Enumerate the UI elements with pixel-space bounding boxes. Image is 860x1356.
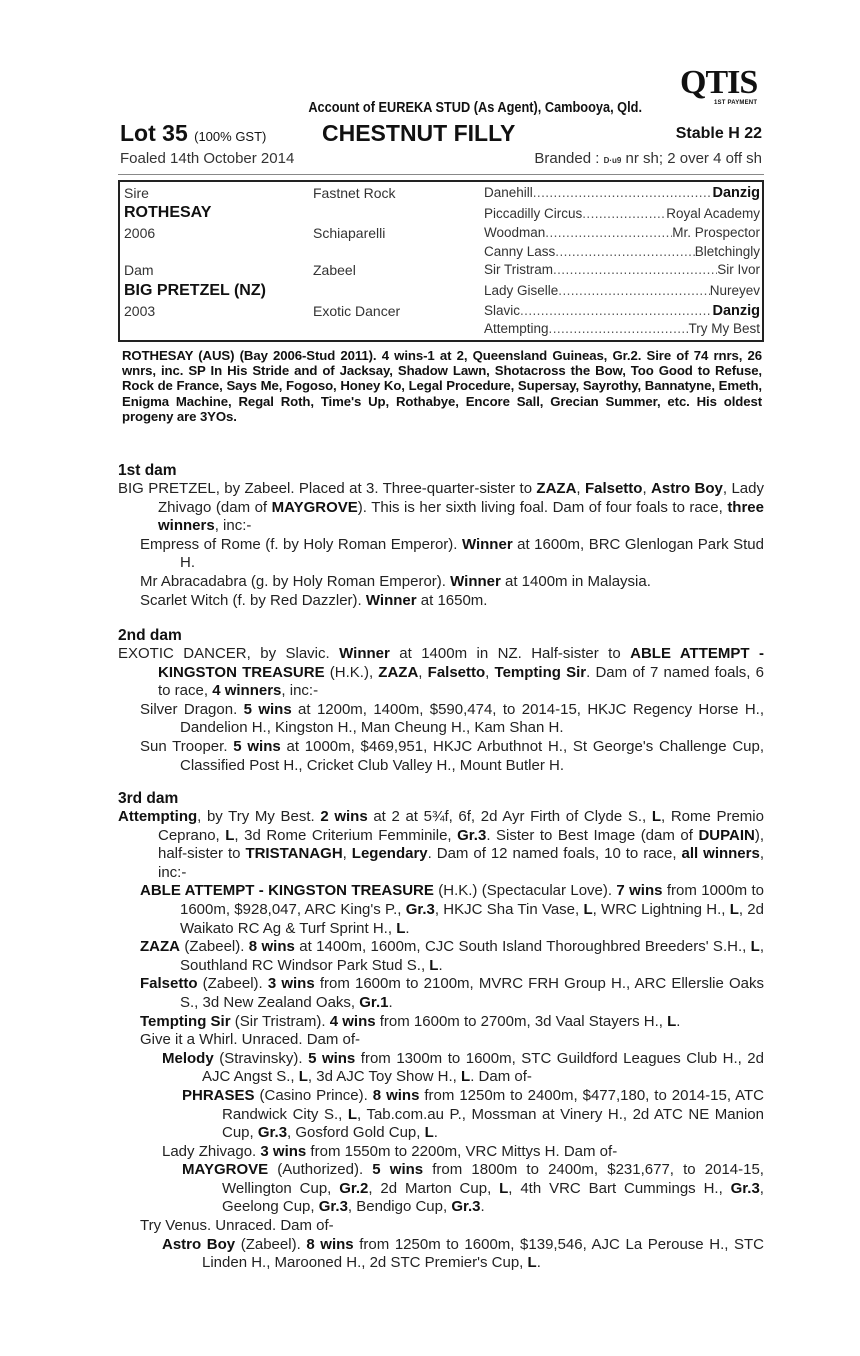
- g3-sire: Nureyev: [709, 283, 760, 298]
- bold-text: 3 wins: [267, 975, 315, 993]
- dam-label: Dam: [124, 262, 154, 278]
- leader-dots: [533, 185, 713, 201]
- progeny-entry: [118, 645, 764, 701]
- text: Sun Trooper.: [140, 737, 234, 755]
- bold-text: Gr.3: [451, 1198, 481, 1216]
- sire-name: ROTHESAY: [124, 204, 212, 221]
- g3-name: Lady Giselle: [484, 283, 559, 298]
- leader-dots: [558, 283, 709, 298]
- progeny-entry: [118, 701, 764, 738]
- qtis-logo-mark: QTIS: [680, 64, 758, 101]
- bold-text: L: [750, 938, 760, 956]
- stable-number: Stable H 22: [675, 125, 762, 142]
- text: at 2 at 5¾f, 6f, 2d Ayr Firth of Clyde S.,: [367, 808, 652, 825]
- bold-text: 3 wins: [260, 1142, 307, 1160]
- text: , inc:-: [281, 682, 319, 700]
- dam-name: BIG PRETZEL (NZ): [124, 282, 266, 299]
- leader-dots: [555, 244, 694, 259]
- text: , Gosford Gold Cup,: [287, 1124, 425, 1142]
- bold-text: Winner: [461, 535, 513, 553]
- header-divider: [118, 174, 764, 175]
- text: , 2d Marton Cup,: [368, 1179, 500, 1197]
- pedigree-g3-row: [484, 303, 760, 319]
- text: ). This is her sixth living foal. Dam of four foals to race,: [357, 498, 728, 516]
- text: .: [405, 919, 410, 937]
- g3-name: Attempting: [484, 321, 549, 336]
- text: from 1800m to 2400m, $231,677, to 2014-15, Wellington Cup,: [222, 1161, 764, 1197]
- bold-text: Tempting Sir: [140, 1012, 231, 1030]
- bold-text: Gr.3: [405, 900, 435, 918]
- bold-text: L: [347, 1105, 357, 1123]
- progeny-entry: [118, 1217, 764, 1236]
- bold-text: Gr.3: [730, 1179, 760, 1197]
- progeny-entry: [118, 975, 764, 1012]
- pedigree-g3-row: [484, 185, 760, 201]
- progeny-entry: [118, 1031, 764, 1050]
- text: .: [536, 1254, 541, 1272]
- text: , Tab.com.au P., Mossman at Vinery H., 2d ATC NE Manion Cup,: [222, 1105, 764, 1142]
- lot-number: [120, 120, 266, 147]
- text: , inc:-: [214, 517, 252, 535]
- text: , 4th VRC Bart Cummings H.,: [508, 1179, 731, 1197]
- text: , Bendigo Cup,: [347, 1198, 452, 1216]
- bold-text: 5 wins: [308, 1049, 356, 1067]
- first-dam-body: [118, 480, 764, 610]
- text: , Lady Zhivago (dam of: [158, 480, 764, 516]
- text: .: [388, 993, 393, 1011]
- text: Try Venus. Unraced. Dam of-: [140, 1217, 334, 1235]
- third-dam-body: [118, 808, 764, 1273]
- text: at 1400m, 1600m, CJC South Island Thoroughbred Breeders' S.H.,: [294, 938, 751, 956]
- text: Silver Dragon.: [140, 700, 244, 718]
- leader-dots: [549, 321, 689, 336]
- bold-text: 4 wins: [329, 1012, 376, 1030]
- progeny-entry: [118, 808, 764, 882]
- bold-text: Astro Boy: [162, 1235, 236, 1253]
- text: , 3d Rome Criterium Femminile,: [234, 826, 458, 844]
- bold-text: Falsetto: [140, 975, 198, 993]
- text: (H.K.),: [324, 663, 379, 681]
- progeny-entry: [118, 1236, 764, 1273]
- bold-text: L: [583, 900, 593, 918]
- sire-summary: ROTHESAY (AUS) (Bay 2006-Stud 2011). 4 wins-1 at 2, Queensland Guineas, Gr.2. Sire of 74 rnrs, 26 wnrs, inc. SP In His Stride and of Jacksay, Shadow Lawn, Shotacross the Bow, Too Good to Refuse, Rock de France, Says Me, Fogoso, Honey Ko, Legal Procedure, Supersay, Sayrothy, Bannatyne, Emeth, Enigma Machine, Regal Roth, Time's Up, Rothabye, Encore Sall, Grecian Summer, etc. His oldest progeny are 3YOs.: [122, 348, 762, 424]
- leader-dots: [520, 303, 712, 319]
- progeny-entry: [118, 1161, 764, 1217]
- bold-text: L: [527, 1254, 537, 1272]
- branded-label: Branded :: [534, 150, 600, 167]
- sire-label: Sire: [124, 185, 149, 201]
- text: ,: [485, 663, 495, 681]
- text: , Rome Premio Ceprano,: [158, 808, 764, 844]
- text: from 1250m to 2400m, $477,180, to 2014-15, ATC Randwick City S.,: [222, 1086, 764, 1123]
- text: (H.K.) (Spectacular Love).: [433, 882, 617, 900]
- bold-text: TRISTANAGH: [245, 845, 343, 863]
- g3-sire: Try My Best: [688, 321, 760, 336]
- foaled-date: Foaled 14th October 2014: [120, 150, 295, 167]
- pedigree-g2-dam-dam: Exotic Dancer: [313, 303, 401, 319]
- bold-text: MAYGROVE: [271, 498, 358, 516]
- bold-text: Falsetto: [584, 480, 643, 497]
- g3-sire: Danzig: [712, 303, 760, 319]
- dam-year: 2003: [124, 303, 156, 319]
- sex-colour: CHESTNUT FILLY: [322, 120, 516, 146]
- progeny-entry: [118, 536, 764, 573]
- progeny-entry: [118, 738, 764, 775]
- pedigree-g3-row: [484, 225, 760, 240]
- bold-text: 8 wins: [306, 1235, 354, 1253]
- text: from 1000m to 1600m, $928,047, ARC King's P.,: [180, 882, 764, 918]
- text: Scarlet Witch (f. by Red Dazzler).: [140, 591, 366, 609]
- text: .: [438, 956, 443, 974]
- g3-sire: Sir Ivor: [717, 262, 760, 277]
- first-dam-section: [118, 462, 764, 610]
- leader-dots: [582, 206, 666, 221]
- branded-info: [534, 150, 762, 167]
- bold-text: L: [424, 1124, 434, 1142]
- progeny-entry: [118, 1087, 764, 1143]
- bold-text: Melody: [162, 1049, 214, 1067]
- bold-text: ZAZA: [536, 480, 577, 497]
- bold-text: Winner: [339, 645, 390, 662]
- text: from 1550m to 2200m, VRC Mittys H. Dam of-: [306, 1142, 618, 1160]
- text: (Zabeel).: [197, 975, 268, 993]
- text: , HKJC Sha Tin Vase,: [434, 900, 584, 918]
- g3-name: Danehill: [484, 185, 533, 200]
- bold-text: 4 winners: [212, 682, 282, 700]
- text: . Dam of 12 named foals, 10 to race,: [427, 845, 682, 863]
- text: EXOTIC DANCER, by Slavic.: [118, 645, 340, 662]
- text: (Zabeel).: [180, 938, 249, 956]
- bold-text: Gr.1: [359, 993, 389, 1011]
- text: .: [480, 1198, 485, 1216]
- pedigree-g3-row: [484, 244, 760, 259]
- g3-name: Slavic: [484, 303, 521, 318]
- bold-text: PHRASES: [182, 1086, 255, 1104]
- text: , 2d Waikato RC Ag & Turf Sprint H.,: [180, 900, 764, 937]
- text: BIG PRETZEL, by Zabeel. Placed at 3. Three-quarter-sister to: [118, 480, 537, 497]
- pedigree-g2-dam-sire: Zabeel: [313, 262, 356, 278]
- bold-text: ABLE ATTEMPT - KINGSTON TREASURE: [158, 645, 764, 681]
- bold-text: ZAZA: [140, 938, 180, 956]
- bold-text: Legendary: [351, 845, 428, 863]
- pedigree-g3-row: [484, 206, 760, 221]
- pedigree-table: [118, 180, 764, 342]
- progeny-entry: [118, 1013, 764, 1032]
- bold-text: Winner: [450, 572, 501, 590]
- bold-text: L: [225, 826, 235, 844]
- text: . Sister to Best Image (dam of: [486, 826, 699, 844]
- text: ), half-sister to: [158, 826, 764, 863]
- second-dam-heading: 2nd dam: [118, 627, 182, 644]
- progeny-entry: [118, 480, 764, 536]
- bold-text: Falsetto: [427, 663, 486, 681]
- pedigree-g3-row: [484, 283, 760, 298]
- pedigree-g2-sire-sire: Fastnet Rock: [313, 185, 396, 201]
- qtis-logo-subtitle: 1ST PAYMENT: [714, 100, 758, 106]
- first-dam-heading: 1st dam: [118, 462, 177, 479]
- bold-text: 5 wins: [233, 737, 281, 755]
- bold-text: Astro Boy: [651, 480, 723, 497]
- bold-text: L: [461, 1068, 471, 1086]
- text: , Southland RC Windsor Park Stud S.,: [180, 938, 764, 974]
- bold-text: MAYGROVE: [182, 1161, 269, 1179]
- g3-name: Piccadilly Circus: [484, 206, 583, 221]
- text: at 1000m, $469,951, HKJC Arbuthnot H., St George's Challenge Cup, Classified Post H., Cricket Club Valley H., Mount Butler H.: [180, 737, 764, 774]
- progeny-entry: [118, 882, 764, 938]
- qtis-logo: [658, 66, 766, 110]
- bold-text: 7 wins: [616, 882, 663, 900]
- progeny-entry: [118, 938, 764, 975]
- text: , 3d AJC Toy Show H.,: [307, 1068, 462, 1086]
- bold-text: three winners: [158, 498, 764, 535]
- second-dam-section: [118, 627, 764, 775]
- g3-name: Sir Tristram: [484, 262, 553, 277]
- text: (Sir Tristram).: [230, 1012, 330, 1030]
- bold-text: Winner: [365, 591, 417, 609]
- text: at 1650m.: [416, 591, 488, 609]
- bold-text: Gr.3: [457, 826, 487, 844]
- bold-text: 8 wins: [372, 1086, 420, 1104]
- bold-text: Gr.3: [318, 1198, 348, 1216]
- gst-note: (100% GST): [194, 129, 267, 144]
- lot-label: Lot 35: [120, 120, 188, 146]
- bold-text: L: [298, 1068, 308, 1086]
- sire-year: 2006: [124, 225, 156, 241]
- bold-text: L: [429, 956, 439, 974]
- text: , WRC Lightning H.,: [592, 900, 730, 918]
- bold-text: ZAZA: [378, 663, 419, 681]
- text: Mr Abracadabra (g. by Holy Roman Emperor).: [140, 572, 451, 590]
- text: (Stravinsky).: [213, 1049, 309, 1067]
- pedigree-g2-sire-dam: Schiaparelli: [313, 225, 386, 241]
- bold-text: L: [396, 919, 406, 937]
- bold-text: 8 wins: [248, 938, 295, 956]
- third-dam-heading: 3rd dam: [118, 790, 179, 807]
- text: . Dam of 7 named foals, 6 to race,: [158, 663, 764, 700]
- text: at 1200m, 1400m, $590,474, to 2014-15, HKJC Regency Horse H., Dandelion H., Kingston H., Man Cheung H., Kam Shan H.: [180, 700, 764, 737]
- g3-sire: Royal Academy: [666, 206, 760, 221]
- text: from 1300m to 1600m, STC Guildford Leagues Club H., 2d AJC Angst S.,: [202, 1049, 764, 1086]
- text: at 1400m in Malaysia.: [500, 572, 651, 590]
- g3-sire: Bletchingly: [694, 244, 760, 259]
- foaled-branded-line: [118, 150, 764, 172]
- leader-dots: [553, 262, 717, 277]
- text: from 1600m to 2700m, 3d Vaal Stayers H.,: [375, 1012, 668, 1030]
- text: (Zabeel).: [235, 1235, 307, 1253]
- text: ,: [576, 480, 585, 497]
- text: (Casino Prince).: [254, 1086, 373, 1104]
- progeny-entry: [118, 592, 764, 611]
- brand-mark: D·u9: [603, 156, 622, 165]
- progeny-entry: [118, 573, 764, 592]
- progeny-entry: [118, 1050, 764, 1087]
- lot-heading: [118, 120, 764, 148]
- bold-text: L: [729, 900, 739, 918]
- bold-text: Attempting: [118, 808, 198, 825]
- text: from 1600m to 2100m, MVRC FRH Group H., ARC Ellerslie Oaks S., 3d New Zealand Oaks,: [180, 975, 764, 1011]
- third-dam-section: [118, 790, 764, 1273]
- pedigree-g3-row: [484, 321, 760, 336]
- text: . Dam of-: [470, 1068, 532, 1086]
- text: ,: [642, 480, 652, 497]
- g3-name: Woodman: [484, 225, 546, 240]
- vendor-account: Account of EUREKA STUD (As Agent), Cambooya, Qld.: [308, 100, 642, 116]
- bold-text: L: [667, 1012, 677, 1030]
- second-dam-body: [118, 645, 764, 775]
- bold-text: L: [499, 1179, 509, 1197]
- bold-text: L: [651, 808, 662, 825]
- bold-text: Tempting Sir: [494, 663, 587, 681]
- text: (Authorized).: [268, 1161, 373, 1179]
- text: Give it a Whirl. Unraced. Dam of-: [140, 1031, 361, 1049]
- bold-text: DUPAIN: [698, 826, 755, 844]
- text: , Geelong Cup,: [222, 1179, 764, 1216]
- text: ,: [418, 663, 428, 681]
- bold-text: 2 wins: [320, 808, 368, 825]
- bold-text: ABLE ATTEMPT - KINGSTON TREASURE: [140, 882, 434, 900]
- text: , inc:-: [158, 845, 764, 881]
- text: .: [433, 1124, 438, 1142]
- g3-sire: Danzig: [712, 185, 760, 201]
- branded-details: nr sh; 2 over 4 off sh: [625, 150, 762, 167]
- bold-text: 5 wins: [372, 1161, 424, 1179]
- progeny-entry: [118, 1143, 764, 1162]
- text: at 1400m in NZ. Half-sister to: [389, 645, 631, 662]
- pedigree-g3-row: [484, 262, 760, 277]
- leader-dots: [545, 225, 672, 240]
- g3-name: Canny Lass: [484, 244, 556, 259]
- bold-text: Gr.3: [257, 1124, 288, 1142]
- text: Empress of Rome (f. by Holy Roman Emperor).: [140, 535, 462, 553]
- bold-text: Gr.2: [339, 1179, 369, 1197]
- text: from 1250m to 1600m, $139,546, AJC La Perouse H., STC Linden H., Marooned H., 2d STC Premier's Cup,: [202, 1235, 765, 1272]
- g3-sire: Mr. Prospector: [672, 225, 760, 240]
- text: Lady Zhivago.: [162, 1142, 261, 1160]
- text: at 1600m, BRC Glenlogan Park Stud H.: [180, 535, 764, 572]
- text: .: [676, 1012, 681, 1030]
- bold-text: 5 wins: [243, 700, 292, 718]
- text: , by Try My Best.: [197, 808, 321, 825]
- bold-text: all winners: [681, 845, 760, 863]
- text: ,: [342, 845, 352, 863]
